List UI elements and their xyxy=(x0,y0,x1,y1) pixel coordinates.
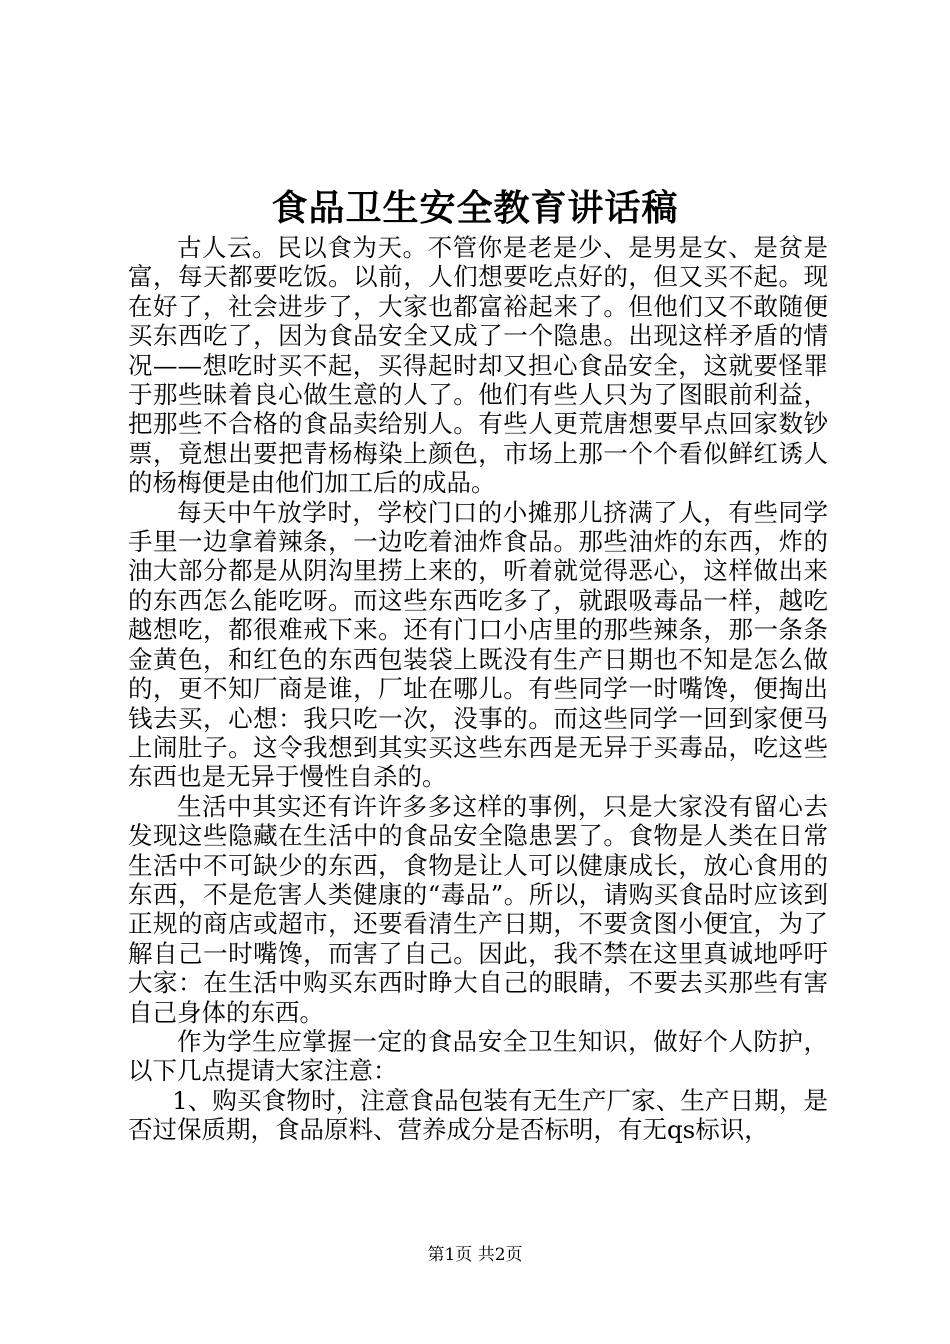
document-body xyxy=(128,233,828,1145)
paragraph-1: 古人云。民以食为天。不管你是老是少、是男是女、是贫是富，每天都要吃饭。以前，人们想要吃点好的，但又买不起。现在好了，社会进步了，大家也都富裕起来了。但他们又不敢随便买东西吃了，因为食品安全又成了一个隐患。出现这样矛盾的情况——想吃时买不起，买得起时却又担心食品安全，这就要怪罪于那些昧着良心做生意的人了。他们有些人只为了图眼前利益，把那些不合格的食品卖给别人。有些人更荒唐想要早点回家数钞票，竟想出要把青杨梅染上颜色，市场上那一个个看似鲜红诱人的杨梅便是由他们加工后的成品。 xyxy=(128,233,828,498)
paragraph-4: 作为学生应掌握一定的食品安全卫生知识，做好个人防护，以下几点提请大家注意： xyxy=(128,1026,828,1086)
paragraph-2: 每天中午放学时，学校门口的小摊那儿挤满了人，有些同学手里一边拿着辣条，一边吃着油炸食品。那些油炸的东西，炸的油大部分都是从阴沟里捞上来的，听着就觉得恶心，这样做出来的东西怎么能吃呀。而这些东西吃多了，就跟吸毒品一样，越吃越想吃，都很难戒下来。还有门口小店里的那些辣条，那一条条金黄色，和红色的东西包装袋上既没有生产日期也不知是怎么做的，更不知厂商是谁，厂址在哪儿。有些同学一时嘴馋，便掏出钱去买，心想：我只吃一次，没事的。而这些同学一回到家便马上闹肚子。这令我想到其实买这些东西是无异于买毒品，吃这些东西也是无异于慢性自杀的。 xyxy=(128,497,828,792)
paragraph-3: 生活中其实还有许许多多这样的事例，只是大家没有留心去发现这些隐藏在生活中的食品安全隐患罢了。食物是人类在日常生活中不可缺少的东西，食物是让人可以健康成长，放心食用的东西，不是危害人类健康的“毒品”。所以，请购买食品时应该到正规的商店或超市，还要看清生产日期，不要贪图小便宜，为了解自己一时嘴馋，而害了自己。因此，我不禁在这里真诚地呼吁大家：在生活中购买东西时睁大自己的眼睛，不要去买那些有害自己身体的东西。 xyxy=(128,791,828,1027)
page-footer: 第1页 共2页 xyxy=(427,1245,523,1265)
list-item-1: 1、购买食物时，注意食品包装有无生产厂家、生产日期，是否过保质期，食品原料、营养成分是否标明，有无qs标识， xyxy=(128,1085,828,1145)
document-title: 食品卫生安全教育讲话稿 xyxy=(271,187,679,229)
